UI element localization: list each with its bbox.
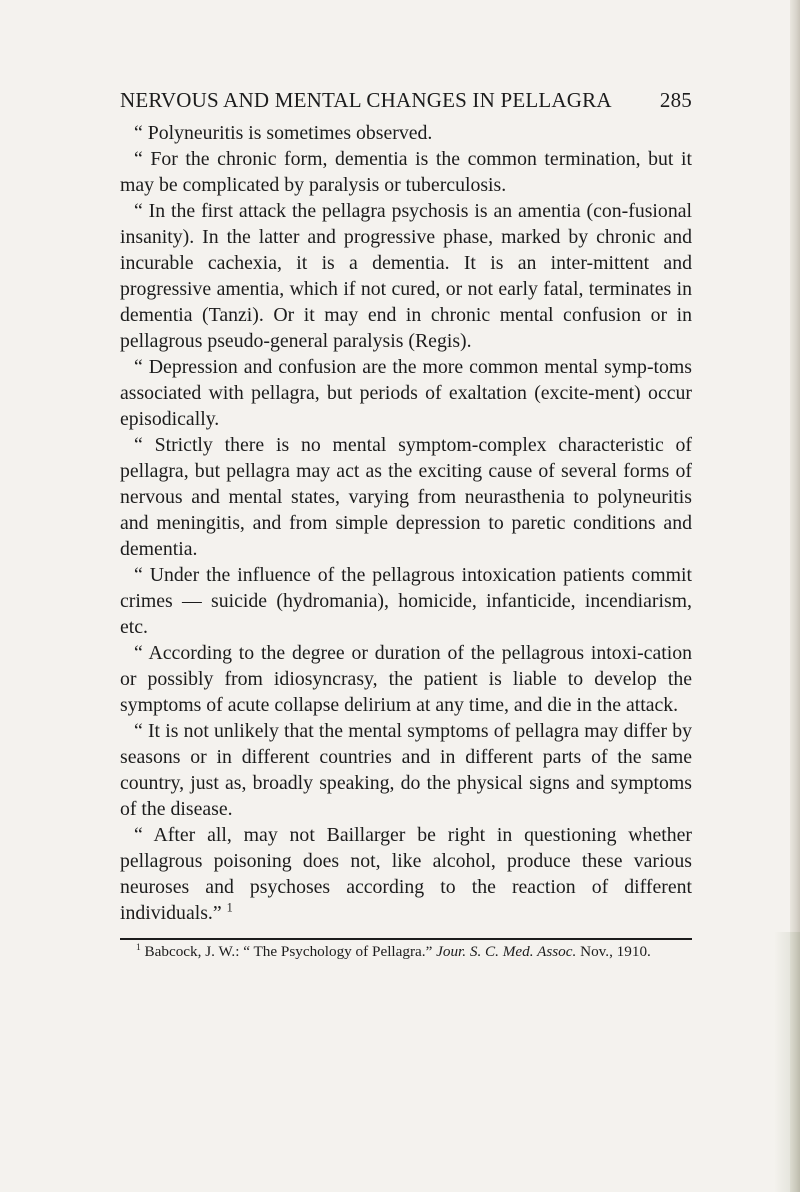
paragraph-seasonal-variation: “ It is not unlikely that the mental symptoms of pellagra may differ by seasons or in different countries and in different parts of the same country, just as, broadly speaking, do the physical signs and symptoms of the disease. [120, 720, 692, 820]
page-content [120, 88, 692, 961]
page-number: 285 [659, 88, 692, 112]
paragraph-chronic-form: “ For the chronic form, dementia is the common termination, but it may be complicated by paralysis or tuberculosis. [120, 148, 692, 196]
footnote-date: Nov., 1910. [580, 943, 651, 960]
baillarger-text: “ After all, may not Baillarger be right in questioning whether pellagrous poisoning does not, like alcohol, produce these various neuroses and psychoses according to the reaction of different individuals.” [120, 824, 692, 924]
page-edge-shading [774, 932, 800, 1192]
paragraph-polyneuritis: “ Polyneuritis is sometimes observed. [134, 122, 433, 144]
paragraph-collapse-delirium: “ According to the degree or duration of the pellagrous intoxi-cation or possibly from idiosyncrasy, the patient is liable to develop the symptoms of acute collapse delirium at any time, and die in the attack. [120, 642, 692, 716]
running-title: NERVOUS AND MENTAL CHANGES IN PELLAGRA [120, 88, 612, 112]
footnote-marker: 1 [136, 942, 141, 953]
paragraph-depression: “ Depression and confusion are the more common mental symp-toms associated with pellagra, but periods of exaltation (excite-ment) occur episodically. [120, 356, 692, 430]
footnote-citation: Babcock, J. W.: “ The Psychology of Pellagra.” [144, 943, 433, 960]
paragraph-baillarger [120, 822, 692, 926]
paragraph-first-attack: “ In the first attack the pellagra psychosis is an amentia (con-fusional insanity). In the latter and progressive phase, marked by chronic and incurable cachexia, it is a dementia. It is an inter-mittent and progressive amentia, which if not cured, or not early fatal, terminates in dementia (Tanzi). Or it may end in chronic mental confusion or in pellagrous pseudo-general paralysis (Regis). [120, 200, 692, 352]
footnote [120, 942, 692, 961]
footnote-journal: Jour. S. C. Med. Assoc. [436, 943, 577, 960]
footnote-rule [120, 938, 692, 940]
footnote-reference: 1 [226, 900, 233, 915]
paragraph-symptom-complex: “ Strictly there is no mental symptom-complex characteristic of pellagra, but pellagra may act as the exciting cause of several forms of nervous and mental states, varying from neurasthenia to polyneuritis and meningitis, and from simple depression to paretic conditions and dementia. [120, 434, 692, 560]
paragraph-crimes: “ Under the influence of the pellagrous intoxication patients commit crimes — suicide (hydromania), homicide, infanticide, incendiarism, etc. [120, 564, 692, 638]
running-head [120, 88, 692, 118]
